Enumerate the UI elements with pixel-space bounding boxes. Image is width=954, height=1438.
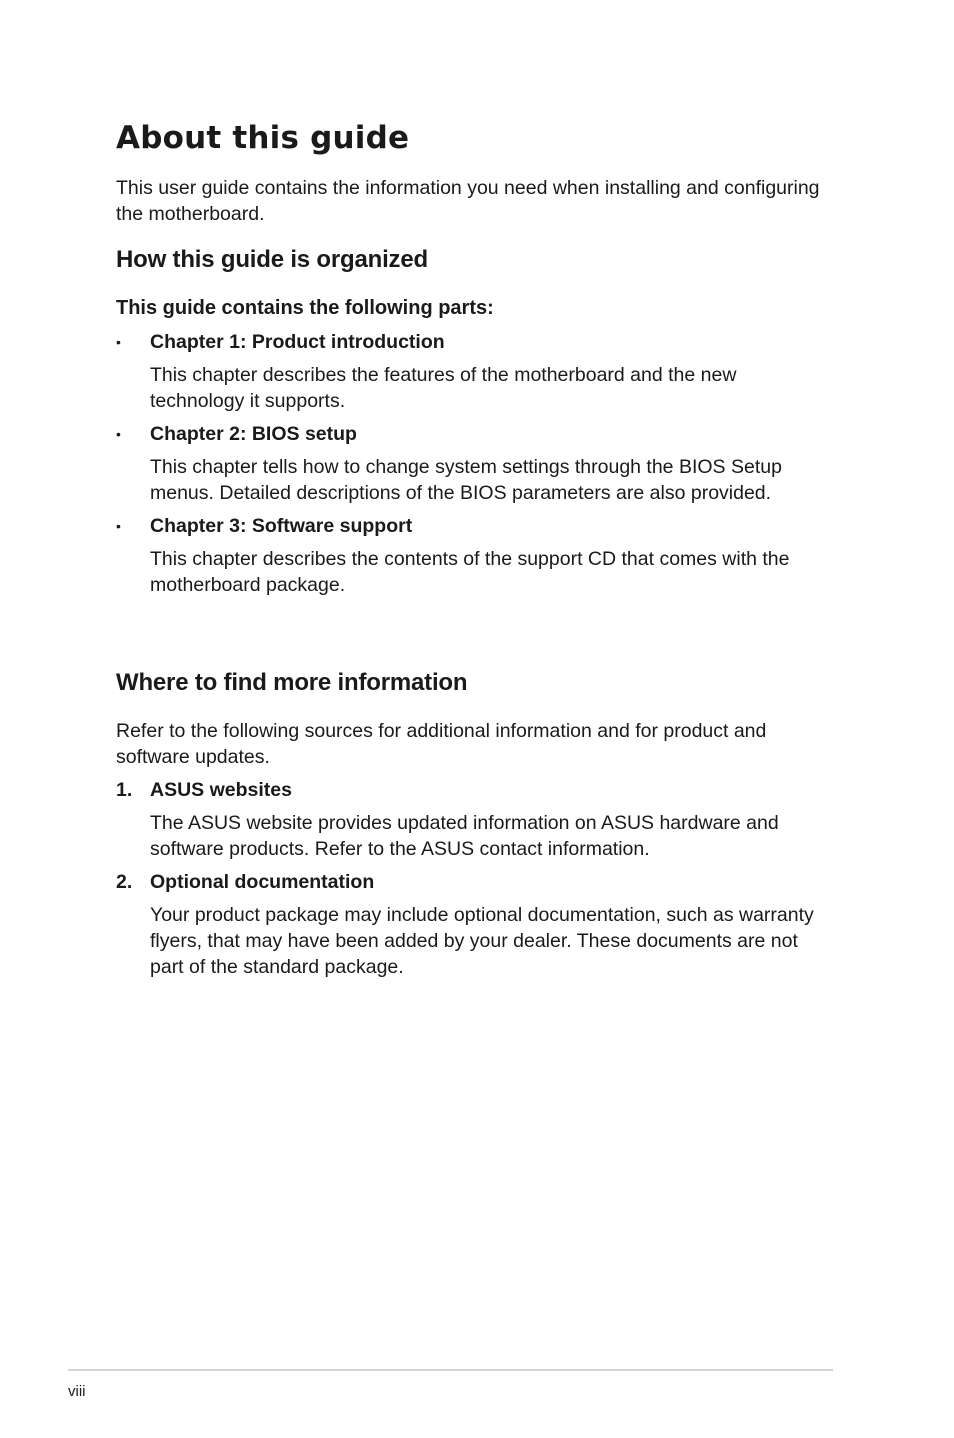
section-heading-more-info: Where to find more information: [116, 669, 468, 696]
chapter-description: This chapter describes the features of the motherboard and the new technology it supports.: [150, 364, 737, 412]
list-number: 1.: [116, 779, 133, 801]
list-number: 2.: [116, 871, 133, 893]
list-item-chapter-2: [116, 421, 836, 506]
list-item-chapter-1: [116, 329, 836, 414]
page-title: About this guide: [116, 120, 410, 156]
source-description: Your product package may include optional documentation, such as warranty flyers, that may have been added by your dealer. These documents are not part of the standard package.: [150, 904, 814, 978]
chapter-description: This chapter describes the contents of the support CD that comes with the motherboard package.: [150, 548, 790, 596]
list-item-asus-websites: [116, 777, 836, 862]
more-info-intro: Refer to the following sources for additional information and for product and software updates.: [116, 720, 767, 768]
chapter-title: Chapter 3: Software support: [150, 515, 413, 537]
source-description: The ASUS website provides updated information on ASUS hardware and software products. Refer to the ASUS contact information.: [150, 812, 779, 860]
chapter-description: This chapter tells how to change system settings through the BIOS Setup menus. Detailed descriptions of the BIOS parameters are also provided.: [150, 456, 782, 504]
section-heading-organized: How this guide is organized: [116, 246, 428, 273]
main-content: [116, 175, 836, 980]
source-title: Optional documentation: [150, 871, 375, 893]
bullet-marker: •: [116, 518, 121, 534]
parts-subheading: This guide contains the following parts:: [116, 297, 494, 319]
bullet-marker: •: [116, 334, 121, 350]
page-number: viii: [68, 1383, 86, 1400]
chapter-title: Chapter 2: BIOS setup: [150, 423, 357, 445]
intro-paragraph: This user guide contains the information you need when installing and configuring the motherboard.: [116, 177, 820, 225]
list-item-optional-documentation: [116, 869, 836, 980]
source-title: ASUS websites: [150, 779, 292, 801]
bullet-marker: •: [116, 426, 121, 442]
chapter-title: Chapter 1: Product introduction: [150, 331, 445, 353]
footer-divider: [68, 1369, 833, 1371]
list-item-chapter-3: [116, 513, 836, 598]
